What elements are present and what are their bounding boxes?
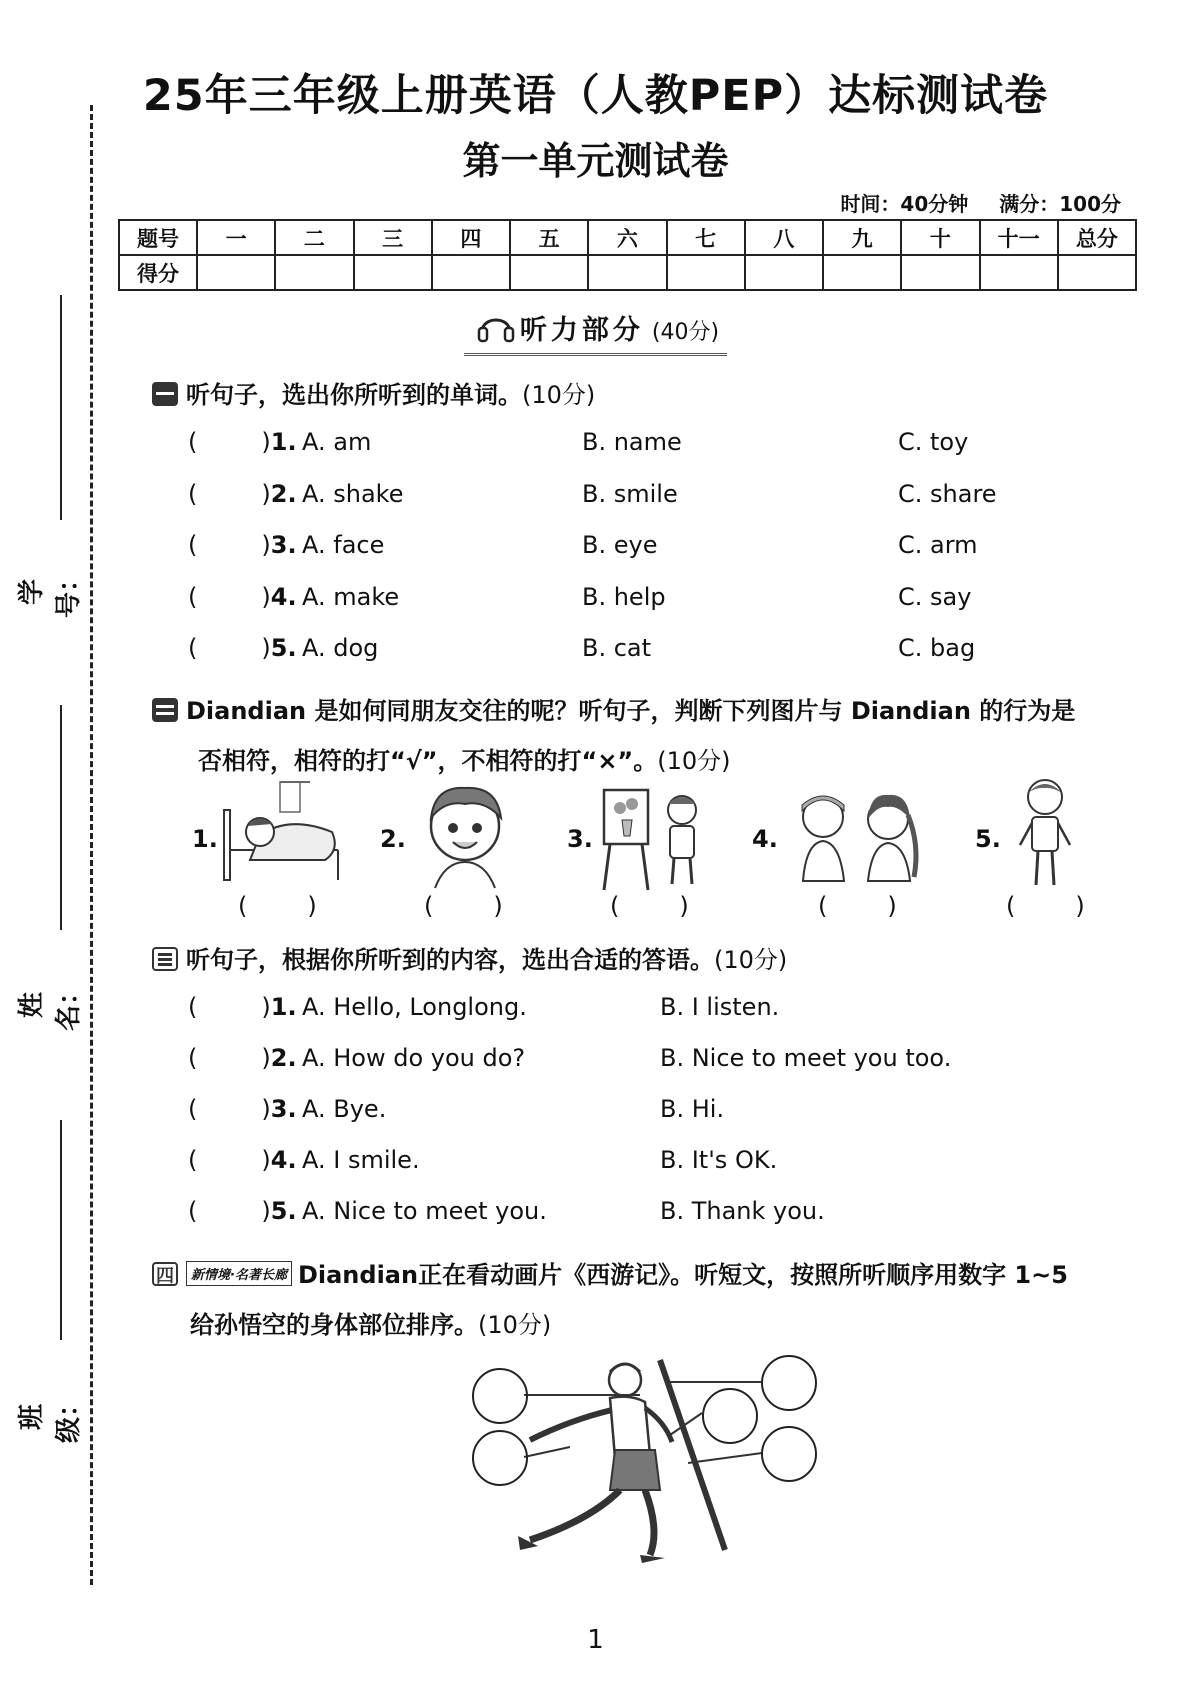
q2-points: (10分) [657, 747, 731, 775]
score-table [118, 219, 1137, 291]
answer-circle-3[interactable] [761, 1355, 817, 1411]
q2-answer-slot-1[interactable]: ( ) [238, 892, 317, 920]
q1-4-option-a[interactable]: A. make [302, 583, 400, 611]
q3-instruction-text: 听句子，根据你所听到的内容，选出合适的答语。 [186, 946, 714, 974]
score-cell: 题号 [119, 220, 197, 255]
q1-3-option-c[interactable]: C. arm [898, 531, 978, 559]
q3-answer-slot-5[interactable]: ( )5. [188, 1197, 297, 1225]
score-table-header-row [119, 220, 1136, 255]
q1-2-option-c[interactable]: C. share [898, 480, 997, 508]
name-label: 姓名： [17, 979, 84, 1032]
page-title: 25年三年级上册英语（人教PEP）达标测试卷 [142, 71, 1049, 121]
q2-picture-number: 3. [567, 825, 593, 853]
page-subtitle: 第一单元测试卷 [462, 139, 729, 183]
q3-number-icon [152, 947, 178, 971]
q4-instruction-line2: 给孙悟空的身体部位排序。 [190, 1311, 478, 1339]
q3-3-option-a[interactable]: A. Bye. [302, 1095, 387, 1123]
score-cell: 五 [510, 220, 588, 255]
exam-time: 时间：40分钟 [840, 192, 969, 216]
q2-picture-number: 4. [752, 825, 778, 853]
q1-instruction-text: 听句子，选出你所听到的单词。 [186, 381, 522, 409]
q2-answer-slot-3[interactable]: ( ) [610, 892, 689, 920]
q2-instruction-line2: 否相符，相符的打“√”，不相符的打“×”。 [198, 747, 658, 775]
q2-instruction-2 [198, 741, 730, 776]
score-cell: 六 [588, 220, 666, 255]
score-input-cell[interactable] [197, 255, 275, 290]
q2-number-icon [152, 698, 178, 722]
q3-answer-slot-4[interactable]: ( )4. [188, 1146, 297, 1174]
score-cell: 七 [667, 220, 745, 255]
q3-4-option-a[interactable]: A. I smile. [302, 1146, 420, 1174]
q4-instruction-line1: Diandian正在看动画片《西游记》。听短文，按照所听顺序用数字 1~5 [297, 1261, 1068, 1289]
q3-4-option-b[interactable]: B. It's OK. [660, 1146, 778, 1174]
answer-circle-4[interactable] [702, 1388, 758, 1444]
score-cell: 三 [354, 220, 432, 255]
listening-section-title [464, 308, 727, 356]
q3-answer-slot-1[interactable]: ( )1. [188, 993, 297, 1021]
q1-3-option-b[interactable]: B. eye [582, 531, 658, 559]
child-painting-picture [598, 780, 710, 892]
two-children-sharing-picture [788, 785, 936, 885]
exam-meta [816, 188, 1121, 217]
score-cell: 八 [745, 220, 823, 255]
q2-picture-number: 5. [975, 825, 1001, 853]
class-line[interactable] [60, 1120, 62, 1340]
score-cell: 九 [823, 220, 901, 255]
q1-2-option-b[interactable]: B. smile [582, 480, 678, 508]
headphones-icon [476, 308, 516, 344]
q1-4-option-c[interactable]: C. say [898, 583, 972, 611]
q1-1-option-a[interactable]: A. am [302, 428, 372, 456]
q1-4-option-b[interactable]: B. help [582, 583, 666, 611]
q4-number-icon: 四 [152, 1262, 178, 1286]
q1-5-option-c[interactable]: C. bag [898, 634, 976, 662]
q1-answer-slot-1[interactable]: ( )1. [188, 428, 297, 456]
exam-full-score: 满分：100分 [999, 192, 1121, 216]
answer-circle-1[interactable] [472, 1368, 528, 1424]
score-input-cell[interactable] [980, 255, 1058, 290]
score-input-cell[interactable] [588, 255, 666, 290]
q1-instruction [152, 375, 595, 410]
q3-points: (10分) [714, 946, 788, 974]
standing-boy-picture [1010, 775, 1080, 893]
sleeping-child-picture [220, 780, 345, 888]
q1-answer-slot-5[interactable]: ( )5. [188, 634, 297, 662]
q3-3-option-b[interactable]: B. Hi. [660, 1095, 725, 1123]
score-table-score-row [119, 255, 1136, 290]
section-title: 听力部分 [519, 315, 644, 346]
q2-instruction-line1: Diandian 是如何同朋友交往的呢？听句子，判断下列图片与 Diandian 的行为是 [186, 697, 1076, 725]
section-points: (40分) [651, 320, 720, 345]
score-input-cell[interactable] [901, 255, 979, 290]
score-cell: 四 [432, 220, 510, 255]
answer-circle-5[interactable] [761, 1426, 817, 1482]
q1-number-icon [152, 382, 178, 406]
q2-instruction [152, 691, 1075, 726]
score-input-cell[interactable] [432, 255, 510, 290]
score-cell: 总分 [1058, 220, 1136, 255]
q3-5-option-a[interactable]: A. Nice to meet you. [302, 1197, 547, 1225]
q1-1-option-b[interactable]: B. name [582, 428, 682, 456]
score-input-cell[interactable] [354, 255, 432, 290]
q1-answer-slot-3[interactable]: ( )3. [188, 531, 297, 559]
q3-2-option-a[interactable]: A. How do you do? [302, 1044, 526, 1072]
score-cell: 一 [197, 220, 275, 255]
listening-section-heading [0, 308, 1191, 356]
q3-2-option-b[interactable]: B. Nice to meet you too. [660, 1044, 952, 1072]
q1-5-option-b[interactable]: B. cat [582, 634, 652, 662]
page-number: 1 [587, 1625, 604, 1655]
q2-picture-number: 2. [380, 825, 406, 853]
student-id-label: 学号： [17, 566, 84, 619]
score-input-cell[interactable] [667, 255, 745, 290]
class-label: 班级： [17, 1391, 84, 1444]
q3-instruction [152, 940, 787, 975]
q1-5-option-a[interactable]: A. dog [302, 634, 379, 662]
answer-circle-2[interactable] [472, 1430, 528, 1486]
q4-instruction [152, 1255, 1068, 1290]
score-input-cell[interactable] [1058, 255, 1136, 290]
q3-1-option-b[interactable]: B. I listen. [660, 993, 780, 1021]
q1-answer-slot-2[interactable]: ( )2. [188, 480, 297, 508]
q3-answer-slot-2[interactable]: ( )2. [188, 1044, 297, 1072]
q1-2-option-a[interactable]: A. shake [302, 480, 404, 508]
score-input-cell[interactable] [823, 255, 901, 290]
q2-answer-slot-5[interactable]: ( ) [1006, 892, 1085, 920]
q1-1-option-c[interactable]: C. toy [898, 428, 969, 456]
q1-points: (10分) [522, 381, 596, 409]
q3-1-option-a[interactable]: A. Hello, Longlong. [302, 993, 527, 1021]
q4-context-tag: 新情境·名著长廊 [186, 1261, 292, 1286]
q1-answer-slot-4[interactable]: ( )4. [188, 583, 297, 611]
score-cell: 二 [275, 220, 353, 255]
score-input-cell[interactable] [745, 255, 823, 290]
q1-3-option-a[interactable]: A. face [302, 531, 385, 559]
score-cell: 十一 [980, 220, 1058, 255]
q3-5-option-b[interactable]: B. Thank you. [660, 1197, 825, 1225]
score-row-label: 得分 [119, 255, 197, 290]
q2-picture-number: 1. [192, 825, 218, 853]
score-input-cell[interactable] [275, 255, 353, 290]
q2-answer-slot-4[interactable]: ( ) [818, 892, 897, 920]
score-input-cell[interactable] [510, 255, 588, 290]
smiling-boy-picture [415, 778, 515, 893]
name-line[interactable] [60, 705, 62, 930]
q4-points: (10分) [478, 1311, 552, 1339]
score-cell: 十 [901, 220, 979, 255]
q2-answer-slot-2[interactable]: ( ) [424, 892, 503, 920]
q4-instruction-2 [190, 1305, 551, 1340]
q3-answer-slot-3[interactable]: ( )3. [188, 1095, 297, 1123]
